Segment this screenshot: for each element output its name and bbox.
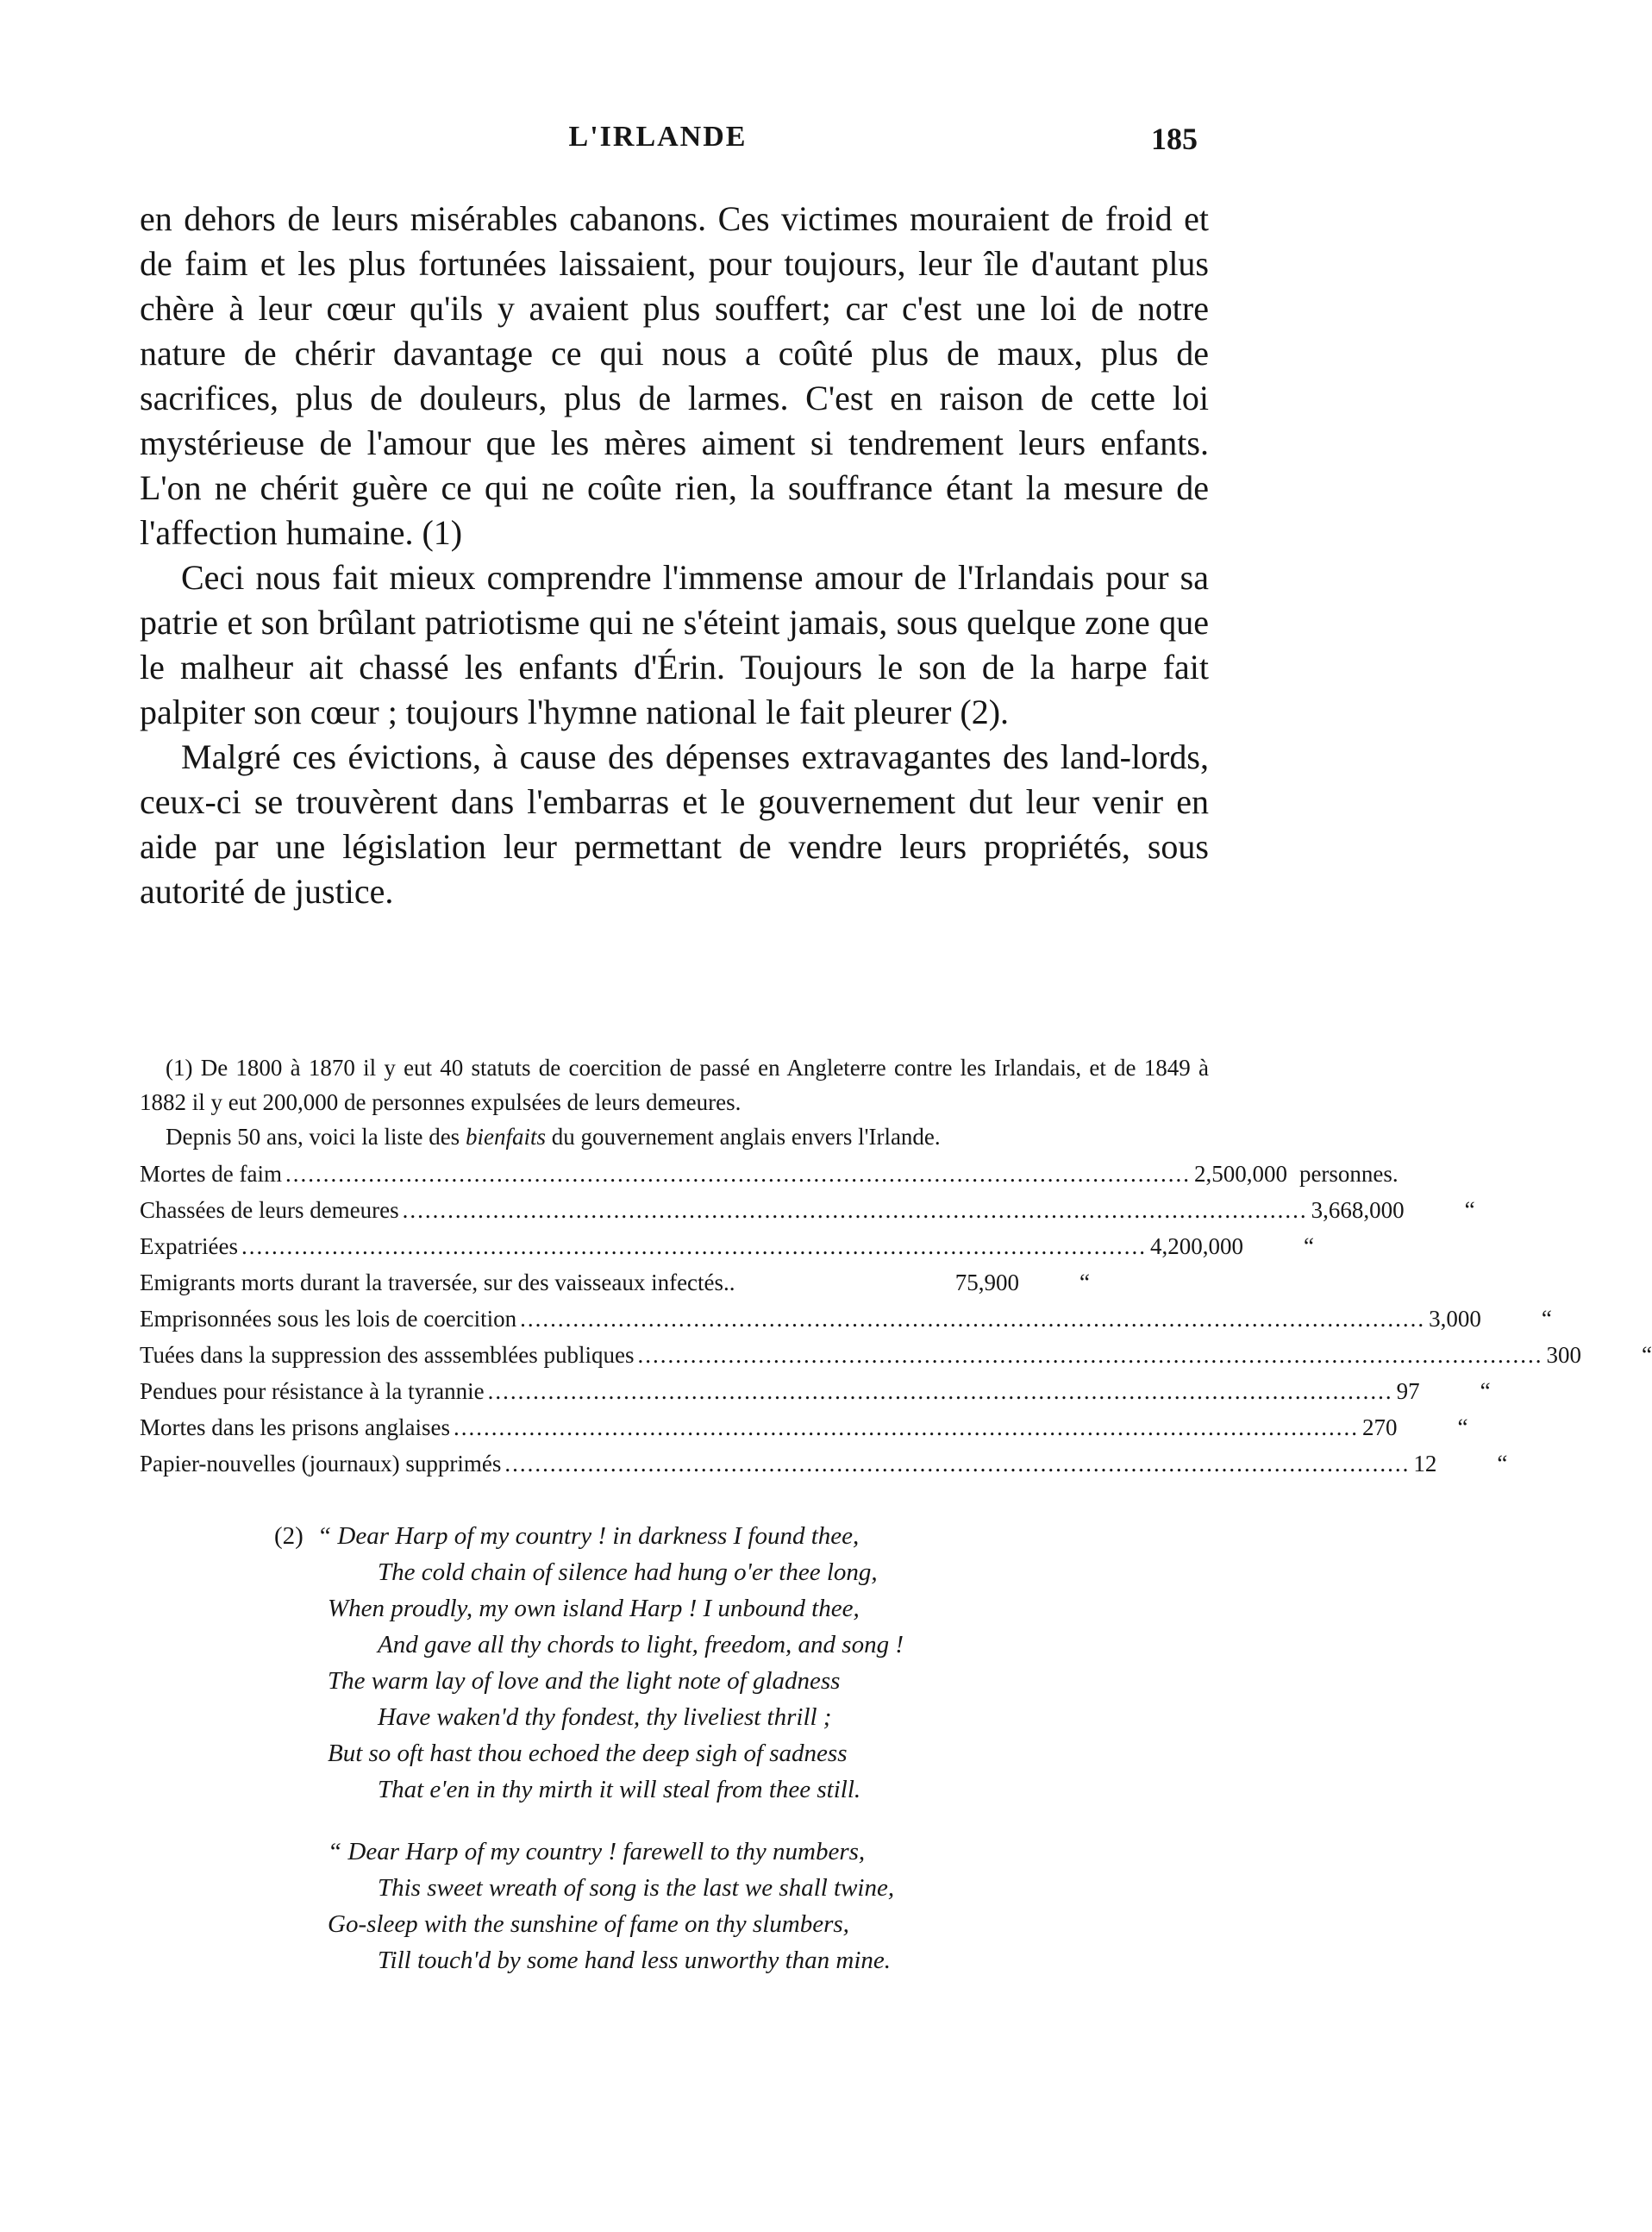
- stat-unit: “: [1079, 1270, 1090, 1295]
- running-head: [0, 121, 1316, 172]
- stat-label: Tuées dans la suppression des asssemblées publiques: [140, 1342, 635, 1368]
- footnote-list-intro-before: Depnis 50 ans, voici la liste des: [166, 1124, 466, 1150]
- poem-line: [274, 1518, 1136, 1554]
- stat-label: Mortes dans les prisons anglaises: [140, 1414, 450, 1440]
- stat-value: 12: [1413, 1451, 1437, 1477]
- stat-value: 3,000: [1429, 1306, 1481, 1332]
- footnote-marker: (2): [274, 1522, 303, 1550]
- poem-line: But so oft hast thou echoed the deep sigh of sadness: [328, 1740, 848, 1767]
- stat-label: Emigrants morts durant la traversée, sur des vaisseaux infectés..: [140, 1270, 735, 1295]
- stat-unit: “: [1541, 1306, 1552, 1332]
- leader-dots: ........................................................................................................................: [285, 1161, 1191, 1187]
- stat-value: 75,900: [954, 1270, 1019, 1295]
- poem-line: Go-sleep with the sunshine of fame on thy slumbers,: [328, 1910, 849, 1938]
- stat-unit: “: [1464, 1197, 1475, 1223]
- poem-line: That e'en in thy mirth it will steal from thee still.: [378, 1776, 861, 1803]
- stat-unit: “: [1641, 1342, 1652, 1368]
- table-row: [140, 1373, 1491, 1409]
- footnote-2-poem: [274, 1518, 1136, 2004]
- poem-line: The cold chain of silence had hung o'er thee long,: [378, 1558, 878, 1586]
- poem-line: Till touch'd by some hand less unworthy than mine.: [378, 1947, 892, 1974]
- stat-unit: “: [1457, 1414, 1468, 1440]
- stat-label: Expatriées: [140, 1233, 238, 1259]
- poem-line: Have waken'd thy fondest, thy liveliest thrill ;: [378, 1703, 832, 1731]
- main-text: [140, 197, 1209, 914]
- poem-line: When proudly, my own island Harp ! I unbound thee,: [328, 1595, 860, 1622]
- leader-dots: ........................................................................................................................: [504, 1451, 1411, 1477]
- table-row: [140, 1264, 1209, 1301]
- stat-label: Emprisonnées sous les lois de coercition: [140, 1306, 517, 1332]
- leader-dots: ........................................................................................................................: [453, 1414, 1359, 1440]
- running-title: L'IRLANDE: [568, 121, 748, 153]
- stat-value: 97: [1396, 1378, 1420, 1404]
- poem-line: The warm lay of love and the light note of gladness: [328, 1667, 841, 1695]
- stat-value: 300: [1546, 1342, 1581, 1368]
- leader-dots: ........................................................................................................................: [241, 1233, 1147, 1259]
- poem-stanza: [274, 1518, 1136, 1808]
- stat-label: Mortes de faim: [140, 1161, 282, 1187]
- page-number: 185: [1151, 122, 1198, 156]
- poem-stanza: [274, 1834, 1136, 1978]
- leader-dots: ........................................................................................................................: [520, 1306, 1426, 1332]
- poem-line-text: “ Dear Harp of my country ! in darkness I found thee,: [317, 1522, 860, 1550]
- footnote-list-intro-italic: bienfaits: [465, 1124, 546, 1150]
- poem-line: “ Dear Harp of my country ! farewell to thy numbers,: [328, 1838, 866, 1865]
- paragraph: en dehors de leurs misérables cabanons. Ces victimes mouraient de froid et de faim et les plus fortunées laissaient, pour toujours, leur île d'autant plus chère à leur cœur qu'ils y avaient plus souffert; car c'est une loi de notre nature de chérir davantage ce qui nous a coûté plus de maux, plus de sacrifices, plus de douleurs, plus de larmes. C'est en raison de cette loi mystérieuse de l'amour que les mères aiment si tendrement leurs enfants. L'on ne chérit guère ce qui ne coûte rien, la souffrance étant la mesure de l'affection humaine. (1): [140, 199, 1209, 552]
- paragraph: Malgré ces évictions, à cause des dépenses extravagantes des land-lords, ceux-ci se trouvèrent dans l'embarras et le gouvernement dut leur venir en aide par une législation leur permettant de vendre leurs propriétés, sous autorité de justice.: [140, 737, 1209, 911]
- stat-unit: “: [1497, 1451, 1508, 1477]
- stat-value: 270: [1361, 1414, 1398, 1440]
- stat-label: Pendues pour résistance à la tyrannie: [140, 1378, 485, 1404]
- stat-label: Papier-nouvelles (journaux) supprimés: [140, 1451, 502, 1477]
- poem-line: This sweet wreath of song is the last we shall twine,: [378, 1874, 895, 1902]
- table-row: [140, 1156, 1399, 1192]
- paragraph: Ceci nous fait mieux comprendre l'immense amour de l'Irlandais pour sa patrie et son brûlant patriotisme qui ne s'éteint jamais, sous quelque zone que le malheur ait chassé les enfants d'Érin. Toujours le son de la harpe fait palpiter son cœur ; toujours l'hymne national le fait pleurer (2).: [140, 558, 1209, 731]
- table-row: [140, 1228, 1314, 1264]
- stat-unit: personnes.: [1298, 1161, 1399, 1187]
- poem-line: And gave all thy chords to light, freedom, and song !: [378, 1631, 904, 1658]
- leader-dots: ........................................................................................................................: [402, 1197, 1308, 1223]
- table-row: [140, 1301, 1552, 1337]
- table-row: [140, 1192, 1475, 1228]
- footnote-list-intro-after: du gouvernement anglais envers l'Irlande.: [545, 1124, 941, 1150]
- footnote-intro: (1) De 1800 à 1870 il y eut 40 statuts de coercition de passé en Angleterre contre les Irlandais, et de 1849 à 1882 il y eut 200,000 de personnes expulsées de leurs demeures.: [140, 1055, 1209, 1115]
- footnote-list-intro: [140, 1119, 1209, 1154]
- stat-value: 2,500,000: [1193, 1161, 1287, 1187]
- stat-value: 4,200,000: [1149, 1233, 1243, 1259]
- statistics-table: [140, 1156, 1652, 1482]
- table-row: [140, 1445, 1508, 1482]
- stat-unit: “: [1480, 1378, 1491, 1404]
- leader-dots: ........................................................................................................................: [487, 1378, 1393, 1404]
- table-row: [140, 1409, 1468, 1445]
- stat-label: Chassées de leurs demeures: [140, 1197, 399, 1223]
- stat-value: 3,668,000: [1311, 1197, 1405, 1223]
- footnote-1: [140, 1050, 1652, 1482]
- table-row: [140, 1337, 1652, 1373]
- stat-unit: “: [1303, 1233, 1314, 1259]
- leader-dots: ........................................................................................................................: [637, 1342, 1543, 1368]
